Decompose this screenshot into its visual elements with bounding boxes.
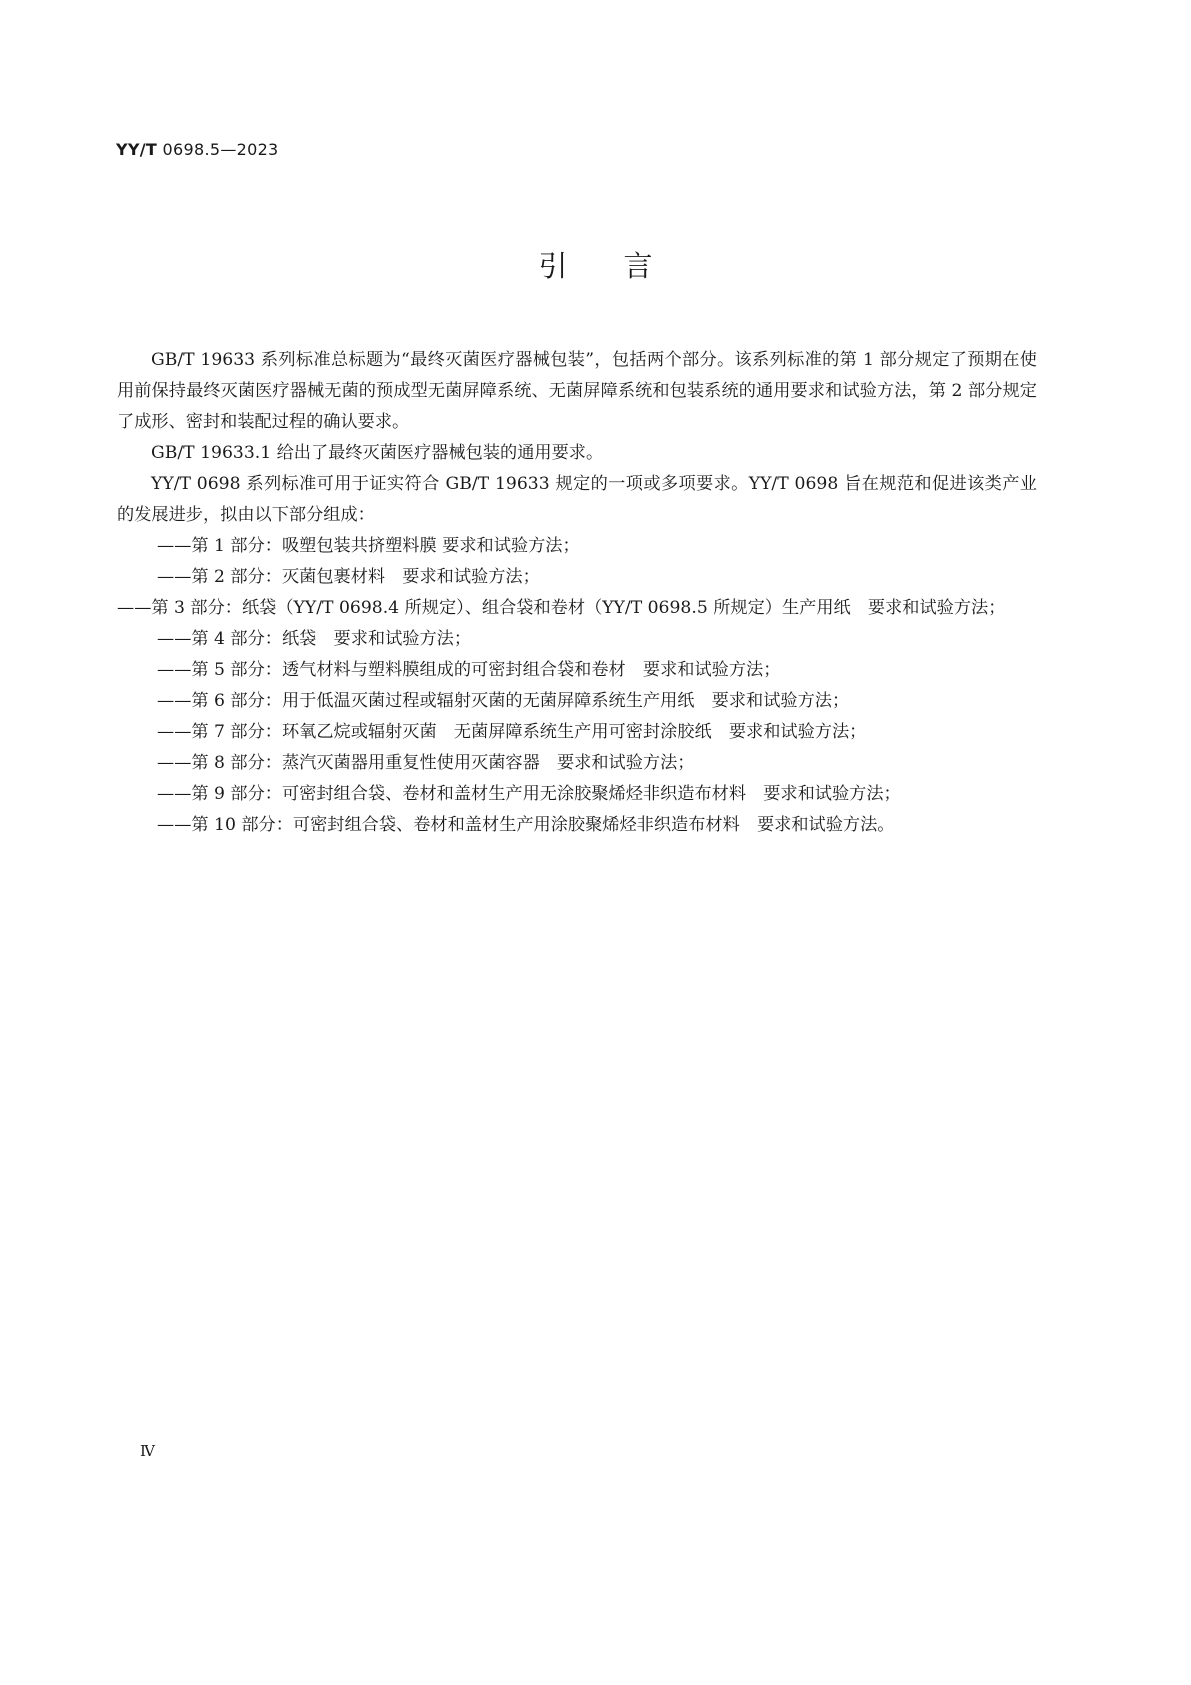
list-item [117,655,1077,686]
list-dash: —— [157,660,192,680]
list-item [117,531,1077,562]
list-item-text: 第 9 部分：可密封组合袋、卷材和盖材生产用无涂胶聚烯烃非织造布材料 要求和试验方法； [191,784,901,804]
list-item [117,624,1077,655]
list-item [117,717,1077,748]
list-item [117,562,1077,593]
list-item [117,810,1077,841]
list-dash: —— [157,784,192,804]
list-item [117,686,1077,717]
introduction-body [117,345,1037,841]
list-item-text: 第 3 部分：纸袋（YY/T 0698.4 所规定）、组合袋和卷材（YY/T 0698.5 所规定）生产用纸 要求和试验方法； [151,598,1006,618]
list-item-text: 第 1 部分：吸塑包装共挤塑料膜 要求和试验方法； [191,536,580,556]
list-dash: —— [157,629,192,649]
list-item-text: 第 5 部分：透气材料与塑料膜组成的可密封组合袋和卷材 要求和试验方法； [191,660,781,680]
paragraph-series-overview: GB/T 19633 系列标准总标题为“最终灭菌医疗器械包装”，包括两个部分。该系列标准的第 1 部分规定了预期在使用前保持最终灭菌医疗器械无菌的预成型无菌屏障系统、无菌屏障系统和包装系统的通用要求和试验方法，第 2 部分规定了成形、密封和装配过程的确认要求。 [117,350,1037,432]
list-item [117,593,1037,624]
list-dash: —— [157,567,192,587]
standard-code-number: 0698.5—2023 [162,140,279,159]
list-item-text: 第 8 部分：蒸汽灭菌器用重复性使用灭菌容器 要求和试验方法； [191,753,695,773]
list-item-text: 第 4 部分：纸袋 要求和试验方法； [191,629,472,649]
list-item [117,748,1077,779]
standard-code-header [116,140,279,159]
page-title: 引言 [538,249,709,283]
list-dash: —— [157,753,192,773]
parts-list [117,531,1037,841]
list-dash: —— [157,536,192,556]
list-item-text: 第 6 部分：用于低温灭菌过程或辐射灭菌的无菌屏障系统生产用纸 要求和试验方法； [191,691,850,711]
paragraph-part1-summary: GB/T 19633.1 给出了最终灭菌医疗器械包装的通用要求。 [151,443,604,463]
list-item [117,779,1077,810]
standard-code-prefix: YY/T [116,140,158,159]
list-dash: —— [157,722,192,742]
list-dash: —— [117,598,152,618]
paragraph-yy-series: YY/T 0698 系列标准可用于证实符合 GB/T 19633 规定的一项或多项要求。YY/T 0698 旨在规范和促进该类产业的发展进步，拟由以下部分组成： [117,474,1037,525]
list-dash: —— [157,691,192,711]
list-item-text: 第 7 部分：环氧乙烷或辐射灭菌 无菌屏障系统生产用可密封涂胶纸 要求和试验方法； [191,722,867,742]
list-item-text: 第 2 部分：灭菌包裹材料 要求和试验方法； [191,567,540,587]
list-item-text: 第 10 部分：可密封组合袋、卷材和盖材生产用涂胶聚烯烃非织造布材料 要求和试验方法。 [191,815,895,835]
list-dash: —— [157,815,192,835]
page-number: Ⅳ [140,1442,155,1460]
